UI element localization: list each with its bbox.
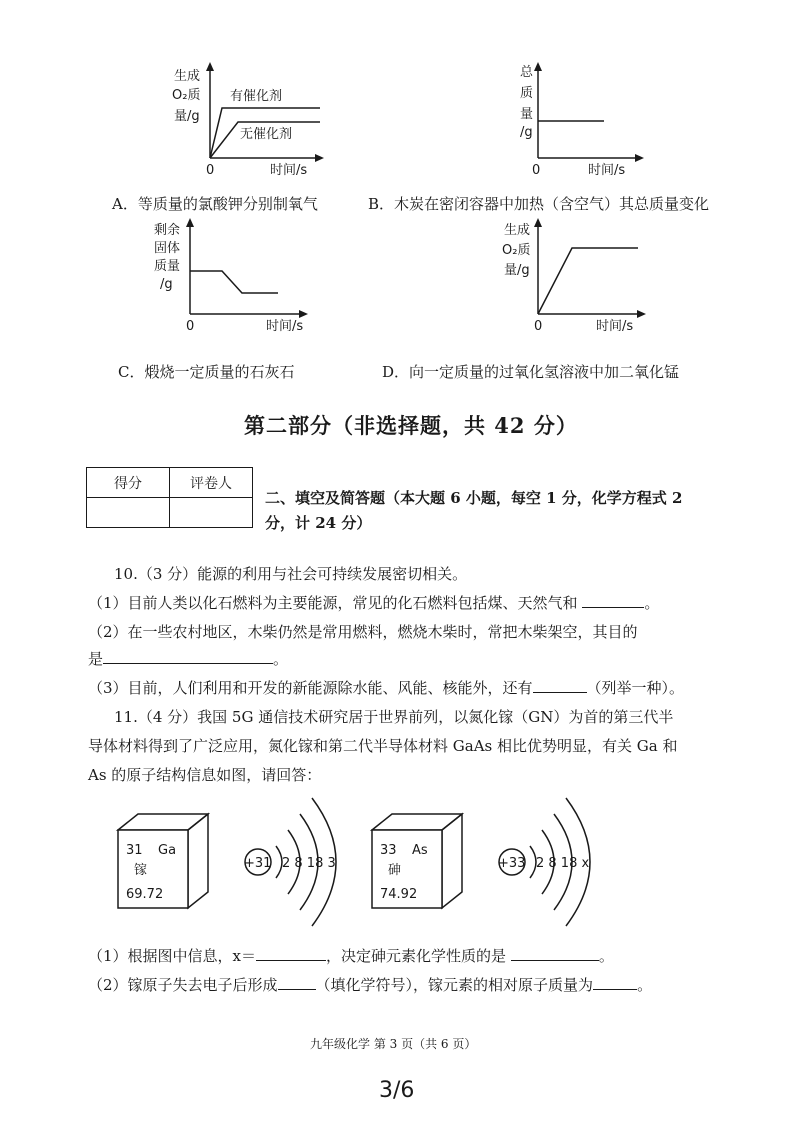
ga-atom-diagram	[236, 790, 356, 930]
graph-d-ylabel-2: O₂质	[502, 243, 531, 258]
graph-a-xlabel: 时间/s	[270, 163, 308, 178]
q11-part2	[88, 974, 652, 995]
ga-element-box	[112, 812, 212, 912]
q11-part1-blank-property[interactable]	[511, 946, 599, 961]
as-symbol: As	[412, 843, 428, 858]
q11-part2-text-a: （2）镓原子失去电子后形成	[88, 976, 278, 994]
q10-part3-text: （3）目前，人们利用和开发的新能源除水能、风能、核能外，还有	[88, 679, 533, 697]
q11-part1-text-a: （1）根据图中信息，x＝	[88, 947, 257, 965]
grader-header: 评卷人	[170, 468, 253, 498]
q10-part1	[88, 592, 659, 613]
grader-cell[interactable]	[170, 498, 253, 528]
ga-atomic-number: 31	[126, 843, 143, 858]
graph-d-x-arrow	[637, 310, 646, 318]
ga-shell-electrons: 2 8 18 3	[282, 856, 336, 871]
q11-part1-text-b: ，决定砷元素化学性质的是	[326, 947, 507, 965]
part2-title: 第二部分（非选择题，共 42 分）	[244, 413, 578, 438]
as-box-top-face	[372, 814, 462, 830]
graph-c-ylabel-3: 质量	[154, 259, 181, 274]
q10-part2-cont-text: 是	[88, 650, 104, 668]
graph-b-xlabel: 时间/s	[588, 163, 626, 178]
page-indicator: 3/6	[379, 1078, 415, 1103]
q10-stem: 10.（3 分）能源的利用与社会可持续发展密切相关。	[114, 565, 468, 583]
q11-part2-text-b: （填化学符号），镓元素的相对原子质量为	[315, 976, 594, 994]
as-atomic-number: 33	[380, 843, 397, 858]
graph-c-ylabel-1: 剩余	[154, 223, 181, 238]
graph-b-ylabel-2: 质	[520, 86, 534, 101]
q11-part2-blank-ion[interactable]	[278, 975, 316, 990]
q10-part2-cont	[88, 648, 288, 669]
q10-part3-end: （列举一种）。	[586, 679, 685, 697]
graph-c-ylabel-4: /g	[160, 277, 173, 292]
graph-a-ylabel-2: O₂质	[172, 88, 201, 103]
graph-a-origin: 0	[206, 163, 215, 178]
q10-part3	[88, 677, 684, 698]
q11-part2-end: 。	[637, 976, 653, 994]
graph-a-ylabel-1: 生成	[174, 69, 201, 84]
score-cell[interactable]	[87, 498, 170, 528]
graph-c-xlabel: 时间/s	[266, 319, 304, 334]
q11-part1	[88, 945, 614, 966]
graph-d-ylabel-3: 量/g	[504, 263, 530, 278]
graph-c-ylabel-2: 固体	[154, 241, 181, 256]
graph-a-ylabel-3: 量/g	[174, 109, 200, 124]
score-table	[86, 467, 253, 528]
score-header: 得分	[87, 468, 170, 498]
as-name: 砷	[388, 863, 402, 878]
graph-a-y-arrow	[206, 62, 214, 71]
graph-d-origin: 0	[534, 319, 543, 334]
q10-part2-blank[interactable]	[103, 649, 273, 664]
ga-box-side-face	[188, 814, 208, 908]
ga-symbol: Ga	[158, 843, 177, 858]
section-heading-line-2: 分，计 24 分）	[265, 514, 372, 532]
graph-c-caption: C．煅烧一定质量的石灰石	[118, 363, 295, 381]
graph-c-line	[190, 271, 278, 293]
q10-part1-text: （1）目前人类以化石燃料为主要能源，常见的化石燃料包括煤、天然气和	[88, 594, 578, 612]
graph-b-y-arrow	[534, 62, 542, 71]
graph-b-ylabel-4: /g	[520, 125, 533, 140]
graph-b	[510, 62, 670, 182]
graph-d-y-arrow	[534, 218, 542, 227]
graph-a-label-no-catalyst: 无催化剂	[240, 127, 293, 142]
graph-d-xlabel: 时间/s	[596, 319, 634, 334]
ga-atomic-mass: 69.72	[126, 887, 164, 902]
q10-part3-blank[interactable]	[533, 678, 587, 693]
as-atomic-mass: 74.92	[380, 887, 418, 902]
graph-a	[170, 62, 330, 182]
graph-b-origin: 0	[532, 163, 541, 178]
as-nucleus-charge: +33	[498, 856, 526, 871]
ga-name: 镓	[134, 863, 148, 878]
graph-b-ylabel-3: 量	[520, 107, 534, 122]
graph-b-caption: B．木炭在密闭容器中加热（含空气）其总质量变化	[368, 195, 710, 213]
ga-nucleus-charge: +31	[244, 856, 272, 871]
graph-c-x-arrow	[299, 310, 308, 318]
q11-stem-1: 11.（4 分）我国 5G 通信技术研究居于世界前列，以氮化镓（GN）为首的第三代半	[114, 708, 674, 726]
q11-part2-blank-mass[interactable]	[593, 975, 637, 990]
graph-c-y-arrow	[186, 218, 194, 227]
graph-a-caption: A．等质量的氯酸钾分别制氧气	[112, 195, 318, 213]
graph-d-ylabel-1: 生成	[504, 223, 531, 238]
graph-b-x-arrow	[635, 154, 644, 162]
graph-c	[150, 218, 320, 338]
q11-stem-3: As 的原子结构信息如图，请回答：	[88, 766, 322, 784]
graph-d-line	[538, 248, 638, 314]
graph-a-label-catalyst: 有催化剂	[230, 89, 283, 104]
section-heading-line-1: 二、填空及简答题（本大题 6 小题，每空 1 分，化学方程式 2	[265, 489, 683, 507]
graph-d	[500, 218, 660, 338]
graph-c-origin: 0	[186, 319, 195, 334]
as-shell-electrons: 2 8 18 x	[536, 856, 590, 871]
q11-stem-2: 导体材料得到了广泛应用，氮化镓和第二代半导体材料 GaAs 相比优势明显，有关 Ga 和	[88, 737, 678, 755]
as-box-side-face	[442, 814, 462, 908]
graph-a-x-arrow	[315, 154, 324, 162]
q10-part1-blank[interactable]	[582, 593, 644, 608]
page-footer: 九年级化学 第 3 页（共 6 页）	[310, 1037, 477, 1051]
q10-part2: （2）在一些农村地区，木柴仍然是常用燃料，燃烧木柴时，常把木柴架空，其目的	[88, 623, 638, 641]
graph-b-ylabel-1: 总	[520, 65, 534, 80]
graph-d-caption: D．向一定质量的过氧化氢溶液中加二氧化锰	[382, 363, 680, 381]
ga-box-top-face	[118, 814, 208, 830]
as-atom-diagram	[490, 790, 610, 930]
q10-part1-end: 。	[644, 594, 660, 612]
q10-part2-end: 。	[273, 650, 289, 668]
q11-part1-end: 。	[598, 947, 614, 965]
as-element-box	[366, 812, 466, 912]
q11-part1-blank-x[interactable]	[256, 946, 326, 961]
